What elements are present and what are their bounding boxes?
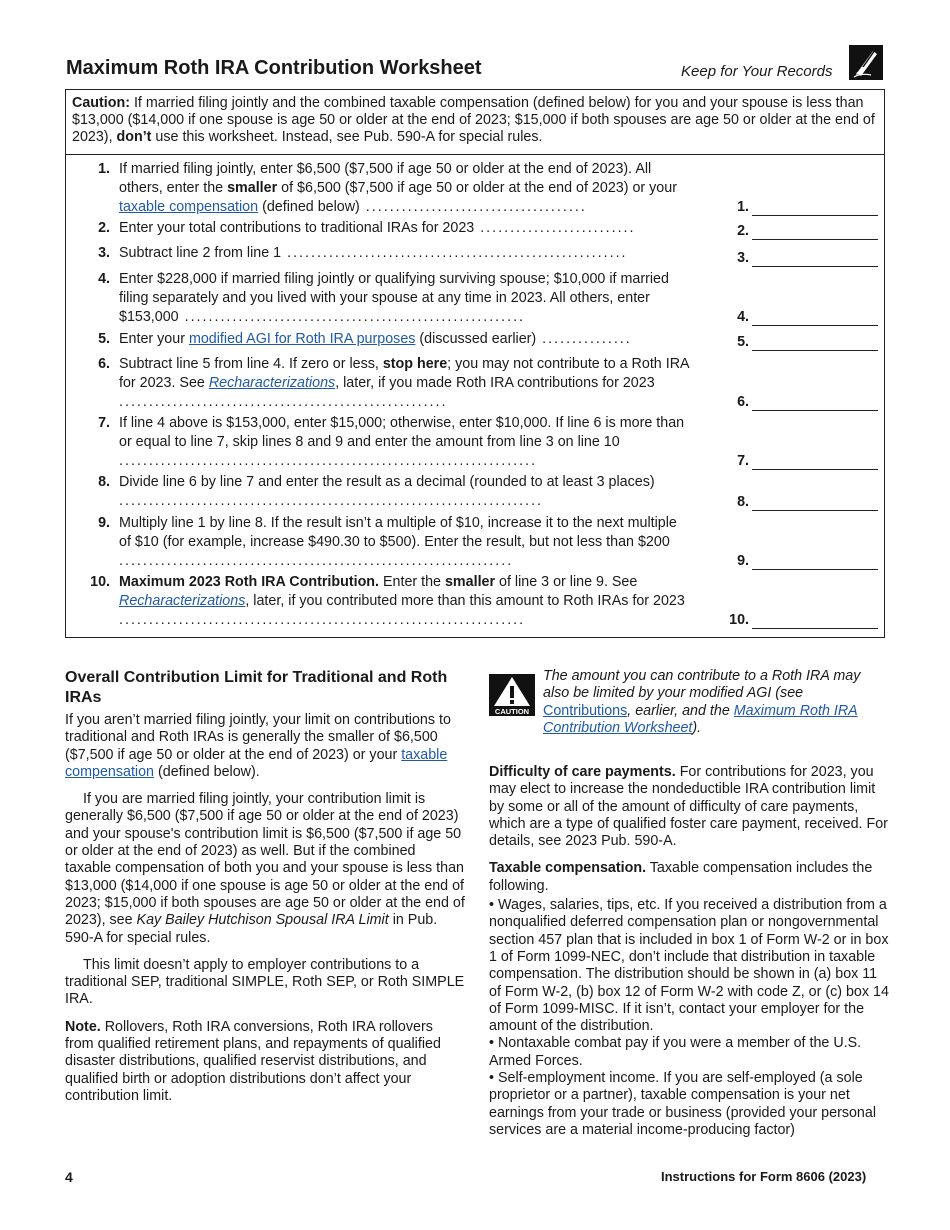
- taxable-compensation-paragraph: Taxable compensation. Taxable compensation includes the following.: [489, 860, 873, 894]
- max-roth-worksheet-link[interactable]: Maximum Roth IRA Contribution Worksheet: [543, 702, 858, 736]
- recharacterizations-link[interactable]: Recharacterizations: [119, 593, 246, 609]
- page-number: 4: [65, 1169, 73, 1185]
- line-label: 3.: [737, 250, 749, 266]
- paragraph: This limit doesn’t apply to employer contributions to a traditional SEP, traditional SIMPLE, Roth SEP, or Roth SIMPLE IRA.: [65, 956, 465, 1008]
- paragraph: If you are married filing jointly, your contribution limit is generally $6,500 ($7,500 if age 50 or older at the end of 2023) and your spouse's contribution limit is $6,500 ($7,500 if age 50 or older at the end of 2023) as well. But if the combined taxable compensation of both you and your spouse is less than $13,000 ($14,000 if one spouse is age 50 or older at the end of 2023; $15,000 if both spouses are age 50 or older at the end of 2023), see Kay Bailey Hutchison Spousal IRA Limit in Pub. 590-A for special rules.: [65, 791, 465, 946]
- worksheet-title: Maximum Roth IRA Contribution Worksheet: [66, 57, 482, 79]
- bullet-item: • Nontaxable combat pay if you were a member of the U.S. Armed Forces.: [489, 1035, 862, 1069]
- line-label: 10.: [729, 612, 749, 628]
- caution-callout: [489, 668, 889, 764]
- line-4-entry[interactable]: [752, 325, 878, 326]
- line-label: 8.: [737, 494, 749, 510]
- line-text: Subtract line 5 from line 4. If zero or less, stop here; you may not contribute to a Roth IRA for 2023. See Recharacterizations, later, if you made Roth IRA contributions for 2023 .......................................................: [119, 356, 689, 410]
- worksheet-line-2: [66, 219, 884, 243]
- taxable-compensation-link[interactable]: taxable compensation: [119, 199, 259, 215]
- note-paragraph: Note. Rollovers, Roth IRA conversions, Roth IRA rollovers from qualified retirement plans, and repayments of qualified disaster distributions, qualified reservist distributions, and qualified birth or adoption distributions don’t affect your contribution limit.: [65, 1018, 441, 1104]
- worksheet-line-6: [66, 355, 884, 413]
- taxable-compensation-link[interactable]: taxable compensation: [65, 746, 448, 780]
- pen-icon: [849, 45, 883, 80]
- line-label: 2.: [737, 223, 749, 239]
- line-number: 3.: [98, 245, 110, 261]
- line-number: 10.: [90, 574, 110, 590]
- line-text: Multiply line 1 by line 8. If the result isn’t a multiple of $10, increase it to the next multiple of $10 (for example, increase $490.30 to $500). Enter the result, but not less than $200 ..................................................................: [119, 515, 677, 569]
- line-text: Maximum 2023 Roth IRA Contribution. Enter the smaller of line 3 or line 9. See Recharacterizations, later, if you contributed more than this amount to Roth IRAs for 2023 ....................................................................: [119, 574, 685, 628]
- caution-dont: don’t: [116, 129, 152, 145]
- line-number: 1.: [98, 161, 110, 177]
- caution-icon-text: CAUTION: [494, 707, 530, 716]
- line-label: 9.: [737, 553, 749, 569]
- recharacterizations-link[interactable]: Recharacterizations: [208, 375, 336, 391]
- worksheet-line-3: [66, 244, 884, 268]
- line-10-entry[interactable]: [752, 628, 878, 629]
- form-footer: Instructions for Form 8606 (2023): [661, 1169, 867, 1184]
- worksheet-box: [65, 89, 885, 638]
- worksheet-caution: [66, 90, 884, 155]
- line-text: If line 4 above is $153,000, enter $15,000; otherwise, enter $10,000. If line 6 is more than or equal to line 7, skip lines 8 and 9 and enter the amount from line 3 on line 10 ......................................................................: [119, 415, 685, 469]
- caution-text-part: If married filing jointly and the combined taxable compensation (defined below) for you and your spouse is less than $13,000 ($14,000 if one spouse is age 50 or older at the end of 2023; $15,000 if both spouses are age 50 or older at the end of 2023),: [72, 95, 875, 145]
- line-3-entry[interactable]: [752, 266, 878, 267]
- line-8-entry[interactable]: [752, 510, 878, 511]
- line-label: 6.: [737, 394, 749, 410]
- caution-text: [72, 95, 878, 146]
- line-number: 5.: [98, 331, 110, 347]
- line-text: Enter your total contributions to traditional IRAs for 2023 ..........................: [119, 220, 636, 236]
- worksheet-line-4: [66, 270, 884, 328]
- line-label: 7.: [737, 453, 749, 469]
- caution-text: The amount you can contribute to a Roth IRA may also be limited by your modified AGI (see Contributions, earlier, and the Maximum Roth IRA Contribution Worksheet).: [543, 668, 861, 736]
- contributions-link[interactable]: Contributions: [543, 702, 628, 719]
- line-1-entry[interactable]: [752, 215, 878, 216]
- keep-for-records-note: Keep for Your Records: [681, 63, 833, 80]
- worksheet-line-1: [66, 160, 884, 217]
- line-2-entry[interactable]: [752, 239, 878, 240]
- worksheet-line-10: [66, 573, 884, 631]
- line-text: Enter your modified AGI for Roth IRA purposes (discussed earlier) ...............: [119, 331, 632, 347]
- line-5-entry[interactable]: [752, 350, 878, 351]
- line-number: 2.: [98, 220, 110, 236]
- line-number: 4.: [98, 271, 110, 287]
- bullet-item: • Wages, salaries, tips, etc. If you received a distribution from a nonqualified deferred compensation plan or nongovernmental section 457 plan that is included in box 1 of Form W-2 or in box 1 of Form 1099-NEC, don’t include that distribution in taxable compensation. The distribution should be shown in (a) box 11 of Form W-2, (b) box 12 of Form W-2 with code Z, or (c) box 14 of Form 1099-MISC. If it isn’t, contact your employer for the amount of the distribution.: [489, 897, 889, 1035]
- caution-label: Caution:: [72, 95, 130, 111]
- line-label: 1.: [737, 199, 749, 215]
- line-text: Enter $228,000 if married filing jointly or qualifying surviving spouse; $10,000 if married filing separately and you lived with your spouse at any time in 2023. All others, enter $153,000 .........................................................: [119, 271, 669, 325]
- modified-agi-link[interactable]: modified AGI for Roth IRA purposes: [188, 331, 416, 347]
- line-label: 5.: [737, 334, 749, 350]
- worksheet-line-8: [66, 473, 884, 513]
- line-6-entry[interactable]: [752, 410, 878, 411]
- line-number: 6.: [98, 356, 110, 372]
- line-text: Divide line 6 by line 7 and enter the result as a decimal (rounded to at least 3 places) .......................................................................: [119, 474, 655, 509]
- line-number: 7.: [98, 415, 110, 431]
- line-text: If married filing jointly, enter $6,500 ($7,500 if age 50 or older at the end of 2023). All others, enter the smaller of $6,500 ($7,500 if age 50 or older at the end of 2023) or your taxable compensation (defined below) .....................................: [119, 161, 677, 215]
- line-label: 4.: [737, 309, 749, 325]
- line-number: 9.: [98, 515, 110, 531]
- left-column: [65, 668, 465, 1115]
- right-column: [489, 668, 889, 1139]
- worksheet-line-7: [66, 414, 884, 472]
- bullet-item: • Self-employment income. If you are self-employed (a sole proprietor or a partner), taxable compensation is your net earnings from your trade or business (provided your personal services are a material income-producing factor): [489, 1070, 877, 1138]
- caution-text-part: use this worksheet. Instead, see Pub. 590-A for special rules.: [151, 129, 543, 145]
- line-number: 8.: [98, 474, 110, 490]
- difficulty-of-care-paragraph: Difficulty of care payments. For contributions for 2023, you may elect to increase the nondeductible IRA contribution limit by some or all of the amount of difficulty of care payments, which are a type of qualified foster care payment, received. For details, see 2023 Pub. 590-A.: [489, 764, 888, 850]
- section-heading: Overall Contribution Limit for Traditional and Roth IRAs: [65, 669, 448, 706]
- line-9-entry[interactable]: [752, 569, 878, 570]
- line-text: Subtract line 2 from line 1 .........................................................: [119, 245, 628, 261]
- line-7-entry[interactable]: [752, 469, 878, 470]
- worksheet-line-5: [66, 330, 884, 354]
- worksheet-line-9: [66, 514, 884, 572]
- paragraph: If you aren’t married filing jointly, your limit on contributions to traditional and Roth IRAs is generally the smaller of $6,500 ($7,500 if age 50 or older at the end of 2023) or your taxable compensation (defined below).: [65, 712, 451, 780]
